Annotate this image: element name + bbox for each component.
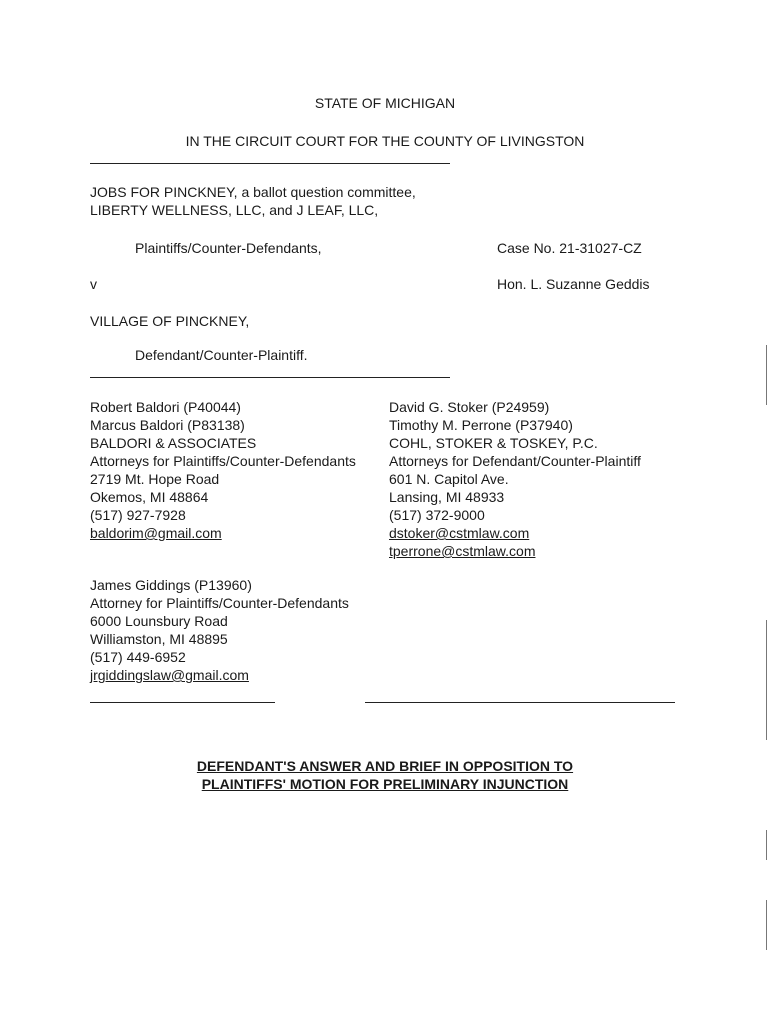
counsel-rule-right bbox=[365, 702, 675, 703]
counsel-line: Attorneys for Plaintiffs/Counter-Defendants bbox=[90, 453, 356, 469]
counsel-line: Attorney for Plaintiffs/Counter-Defendants bbox=[90, 595, 349, 611]
counsel-line: Timothy M. Perrone (P37940) bbox=[389, 417, 573, 433]
document-title-line1: DEFENDANT'S ANSWER AND BRIEF IN OPPOSITION TO bbox=[196, 758, 574, 774]
email-link[interactable]: tperrone@cstmlaw.com bbox=[389, 543, 536, 559]
caption-top-rule bbox=[90, 163, 450, 164]
plaintiffs-counsel-block bbox=[90, 398, 356, 542]
email-link[interactable]: baldorim@gmail.com bbox=[90, 525, 222, 541]
additional-plaintiffs-counsel-block bbox=[90, 576, 349, 684]
counsel-line: Marcus Baldori (P83138) bbox=[90, 417, 245, 433]
state-heading: STATE OF MICHIGAN bbox=[314, 95, 456, 111]
counsel-line: (517) 372-9000 bbox=[389, 507, 485, 523]
defendant-name: VILLAGE OF PINCKNEY, bbox=[90, 313, 250, 329]
plaintiffs-role: Plaintiffs/Counter-Defendants, bbox=[135, 240, 322, 256]
counsel-rule-left bbox=[90, 702, 275, 703]
email-link[interactable]: dstoker@cstmlaw.com bbox=[389, 525, 530, 541]
counsel-line: James Giddings (P13960) bbox=[90, 577, 252, 593]
counsel-line: David G. Stoker (P24959) bbox=[389, 399, 550, 415]
counsel-line: (517) 449-6952 bbox=[90, 649, 186, 665]
scan-edge-mark bbox=[766, 900, 767, 950]
court-heading: IN THE CIRCUIT COURT FOR THE COUNTY OF LIVINGSTON bbox=[185, 133, 585, 149]
plaintiffs-name-line1: JOBS FOR PINCKNEY, a ballot question committee, bbox=[90, 184, 416, 200]
plaintiffs-name-line2: LIBERTY WELLNESS, LLC, and J LEAF, LLC, bbox=[90, 202, 379, 218]
counsel-line: (517) 927-7928 bbox=[90, 507, 186, 523]
scan-edge-mark bbox=[766, 620, 767, 740]
judge-name: Hon. L. Suzanne Geddis bbox=[497, 276, 650, 292]
counsel-line: 2719 Mt. Hope Road bbox=[90, 471, 220, 487]
versus: v bbox=[90, 276, 97, 292]
counsel-line: Robert Baldori (P40044) bbox=[90, 399, 241, 415]
counsel-line: Okemos, MI 48864 bbox=[90, 489, 209, 505]
counsel-line: COHL, STOKER & TOSKEY, P.C. bbox=[389, 435, 598, 451]
document-title-line2: PLAINTIFFS' MOTION FOR PRELIMINARY INJUNCTION bbox=[201, 776, 569, 792]
counsel-line: Attorneys for Defendant/Counter-Plaintiff bbox=[389, 453, 641, 469]
scan-edge-mark bbox=[766, 830, 767, 860]
scan-edge-mark bbox=[766, 345, 767, 405]
counsel-line: Lansing, MI 48933 bbox=[389, 489, 505, 505]
counsel-line: Williamston, MI 48895 bbox=[90, 631, 228, 647]
defendant-role: Defendant/Counter-Plaintiff. bbox=[135, 347, 308, 363]
caption-bottom-rule bbox=[90, 377, 450, 378]
defendant-counsel-block bbox=[389, 398, 641, 560]
counsel-line: 6000 Lounsbury Road bbox=[90, 613, 228, 629]
counsel-line: BALDORI & ASSOCIATES bbox=[90, 435, 257, 451]
email-link[interactable]: jrgiddingslaw@gmail.com bbox=[90, 667, 249, 683]
case-number: Case No. 21-31027-CZ bbox=[497, 240, 642, 256]
counsel-line: 601 N. Capitol Ave. bbox=[389, 471, 509, 487]
